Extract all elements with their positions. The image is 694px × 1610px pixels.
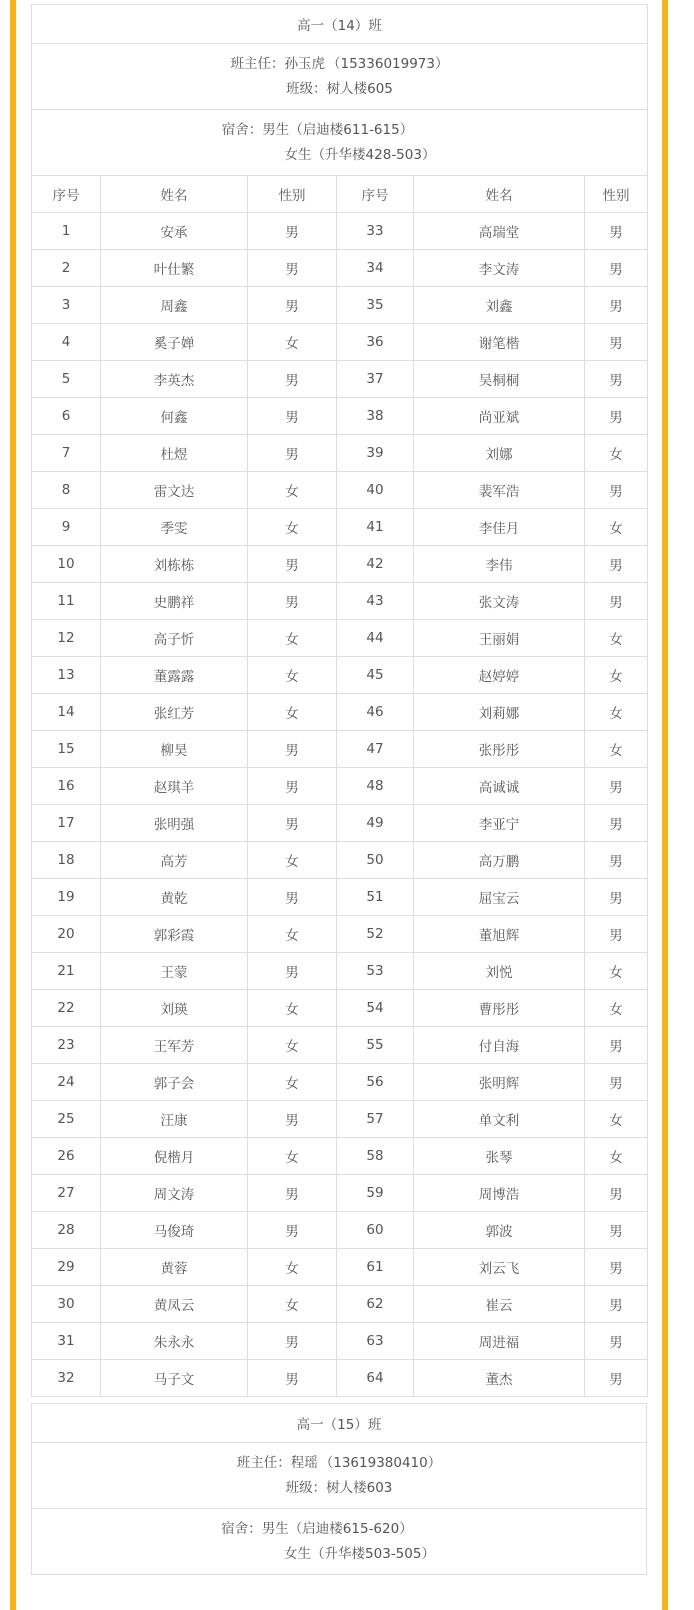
student-gender: 女: [585, 1101, 648, 1138]
table-row: [32, 805, 648, 842]
student-name: 安承: [101, 213, 248, 250]
student-number: 31: [32, 1323, 101, 1360]
student-number: 39: [337, 435, 414, 472]
teacher-label: 班主任：: [230, 56, 285, 72]
student-number: 33: [337, 213, 414, 250]
right-accent-bar: [662, 0, 668, 1610]
student-number: 10: [32, 546, 101, 583]
student-number: 52: [337, 916, 414, 953]
student-number: 13: [32, 657, 101, 694]
student-gender: 男: [585, 805, 648, 842]
student-number: 42: [337, 546, 414, 583]
table-row: [32, 472, 648, 509]
student-number: 22: [32, 990, 101, 1027]
student-name: 高万鹏: [414, 842, 585, 879]
student-number: 55: [337, 1027, 414, 1064]
student-number: 38: [337, 398, 414, 435]
student-name: 张红芳: [101, 694, 248, 731]
teacher-label: 班主任：: [236, 1455, 291, 1471]
student-name: 汪康: [101, 1101, 248, 1138]
student-name: 周文涛: [101, 1175, 248, 1212]
student-gender: 男: [585, 916, 648, 953]
student-gender: 男: [248, 435, 337, 472]
student-gender: 男: [248, 398, 337, 435]
table-row: [32, 990, 648, 1027]
student-name: 李亚宁: [414, 805, 585, 842]
student-name: 李文涛: [414, 250, 585, 287]
student-name: 王丽娟: [414, 620, 585, 657]
student-number: 62: [337, 1286, 414, 1323]
student-name: 吴桐桐: [414, 361, 585, 398]
student-number: 17: [32, 805, 101, 842]
student-gender: 女: [248, 472, 337, 509]
student-gender: 男: [248, 546, 337, 583]
table-row: [32, 916, 648, 953]
student-name: 李伟: [414, 546, 585, 583]
teacher-phone: （15336019973）: [327, 56, 449, 72]
student-number: 2: [32, 250, 101, 287]
student-gender: 女: [248, 990, 337, 1027]
student-name: 屈宝云: [414, 879, 585, 916]
student-gender: 男: [585, 1360, 648, 1397]
table-row: [32, 694, 648, 731]
dorm-info-cell: [32, 110, 648, 176]
student-gender: 男: [585, 879, 648, 916]
table-row: [32, 213, 648, 250]
student-gender: 男: [585, 583, 648, 620]
table-row: [32, 546, 648, 583]
student-name: 崔云: [414, 1286, 585, 1323]
student-number: 9: [32, 509, 101, 546]
table-row: [32, 287, 648, 324]
student-gender: 男: [248, 1101, 337, 1138]
student-number: 56: [337, 1064, 414, 1101]
student-gender: 男: [585, 1212, 648, 1249]
student-name: 刘悦: [414, 953, 585, 990]
student-name: 叶仕繁: [101, 250, 248, 287]
student-gender: 男: [585, 1286, 648, 1323]
student-name: 马子文: [101, 1360, 248, 1397]
student-number: 40: [337, 472, 414, 509]
student-gender: 女: [585, 657, 648, 694]
student-name: 郭波: [414, 1212, 585, 1249]
student-number: 15: [32, 731, 101, 768]
student-gender: 男: [585, 1027, 648, 1064]
student-name: 刘娜: [414, 435, 585, 472]
teacher-line: [32, 1451, 646, 1476]
student-name: 付自海: [414, 1027, 585, 1064]
student-gender: 男: [585, 472, 648, 509]
table-row: [32, 768, 648, 805]
student-number: 1: [32, 213, 101, 250]
student-name: 史鹏祥: [101, 583, 248, 620]
table-row: [32, 657, 648, 694]
student-gender: 女: [585, 990, 648, 1027]
table-row: [32, 435, 648, 472]
student-number: 63: [337, 1323, 414, 1360]
student-number: 5: [32, 361, 101, 398]
table-row: [32, 1175, 648, 1212]
student-number: 37: [337, 361, 414, 398]
table-row: [32, 509, 648, 546]
student-gender: 女: [585, 1138, 648, 1175]
student-gender: 男: [585, 768, 648, 805]
dorm-male-line: 宿舍：男生（启迪楼611-615）: [221, 122, 414, 138]
student-number: 53: [337, 953, 414, 990]
teacher-name: 孙玉虎: [284, 56, 325, 72]
student-name: 张明辉: [414, 1064, 585, 1101]
student-gender: 男: [248, 805, 337, 842]
student-number: 26: [32, 1138, 101, 1175]
student-name: 李英杰: [101, 361, 248, 398]
header-cell: 姓名: [101, 176, 248, 213]
student-gender: 女: [248, 1286, 337, 1323]
teacher-phone: （13619380410）: [319, 1455, 442, 1471]
table-row: [32, 1360, 648, 1397]
student-name: 王蒙: [101, 953, 248, 990]
dorm-female-line: 女生（升华楼503-505）: [284, 1546, 435, 1562]
student-name: 王军芳: [101, 1027, 248, 1064]
student-name: 张文涛: [414, 583, 585, 620]
student-gender: 男: [248, 879, 337, 916]
student-number: 47: [337, 731, 414, 768]
student-gender: 男: [585, 1249, 648, 1286]
student-name: 董旭辉: [414, 916, 585, 953]
student-number: 30: [32, 1286, 101, 1323]
student-gender: 男: [248, 1212, 337, 1249]
table-row: [32, 1064, 648, 1101]
student-name: 刘莉娜: [414, 694, 585, 731]
student-name: 高芳: [101, 842, 248, 879]
student-number: 54: [337, 990, 414, 1027]
classroom-line: 班级：树人楼603: [285, 1480, 393, 1496]
student-number: 57: [337, 1101, 414, 1138]
header-cell: 性别: [585, 176, 648, 213]
student-name: 单文利: [414, 1101, 585, 1138]
student-gender: 女: [248, 1064, 337, 1101]
student-number: 14: [32, 694, 101, 731]
student-gender: 男: [585, 398, 648, 435]
student-gender: 男: [585, 1064, 648, 1101]
student-gender: 男: [585, 287, 648, 324]
table-row: [32, 250, 648, 287]
student-gender: 男: [585, 361, 648, 398]
table-row: [32, 1138, 648, 1175]
student-number: 7: [32, 435, 101, 472]
student-gender: 女: [248, 324, 337, 361]
student-name: 裴军浩: [414, 472, 585, 509]
student-gender: 女: [585, 731, 648, 768]
student-gender: 女: [585, 953, 648, 990]
student-gender: 男: [248, 768, 337, 805]
table-row: [32, 1323, 648, 1360]
student-number: 64: [337, 1360, 414, 1397]
student-gender: 男: [585, 842, 648, 879]
student-gender: 男: [585, 324, 648, 361]
student-gender: 女: [248, 1027, 337, 1064]
student-number: 50: [337, 842, 414, 879]
student-name: 雷文达: [101, 472, 248, 509]
student-number: 28: [32, 1212, 101, 1249]
student-gender: 男: [248, 953, 337, 990]
student-name: 何鑫: [101, 398, 248, 435]
student-name: 刘瑛: [101, 990, 248, 1027]
student-gender: 男: [248, 250, 337, 287]
student-gender: 女: [248, 694, 337, 731]
student-name: 黄乾: [101, 879, 248, 916]
student-name: 黄蓉: [101, 1249, 248, 1286]
table-row: [32, 842, 648, 879]
student-name: 周进福: [414, 1323, 585, 1360]
class-title: 高一（15）班: [32, 1404, 647, 1443]
student-number: 12: [32, 620, 101, 657]
header-cell: 序号: [337, 176, 414, 213]
student-number: 61: [337, 1249, 414, 1286]
student-name: 倪楷月: [101, 1138, 248, 1175]
student-number: 21: [32, 953, 101, 990]
student-name: 赵琪羊: [101, 768, 248, 805]
table-row: [32, 731, 648, 768]
student-gender: 女: [248, 509, 337, 546]
student-number: 44: [337, 620, 414, 657]
student-gender: 男: [248, 731, 337, 768]
student-gender: 男: [585, 250, 648, 287]
student-name: 尚亚斌: [414, 398, 585, 435]
teacher-info-cell: [32, 44, 648, 110]
student-number: 19: [32, 879, 101, 916]
student-name: 柳昊: [101, 731, 248, 768]
student-gender: 女: [585, 435, 648, 472]
student-number: 11: [32, 583, 101, 620]
student-name: 张明强: [101, 805, 248, 842]
student-gender: 男: [585, 1175, 648, 1212]
student-name: 高子忻: [101, 620, 248, 657]
student-name: 周博浩: [414, 1175, 585, 1212]
student-number: 49: [337, 805, 414, 842]
student-name: 郭彩霞: [101, 916, 248, 953]
table-row: [32, 879, 648, 916]
student-name: 董杰: [414, 1360, 585, 1397]
student-number: 60: [337, 1212, 414, 1249]
student-name: 张彤彤: [414, 731, 585, 768]
student-gender: 男: [248, 1175, 337, 1212]
student-name: 刘栋栋: [101, 546, 248, 583]
student-name: 周鑫: [101, 287, 248, 324]
student-name: 奚子婵: [101, 324, 248, 361]
student-name: 朱永永: [101, 1323, 248, 1360]
student-number: 24: [32, 1064, 101, 1101]
student-number: 16: [32, 768, 101, 805]
header-cell: 序号: [32, 176, 101, 213]
student-gender: 男: [248, 583, 337, 620]
classroom-line: 班级：树人楼605: [286, 81, 393, 97]
student-number: 27: [32, 1175, 101, 1212]
student-name: 赵婷婷: [414, 657, 585, 694]
table-row: [32, 953, 648, 990]
student-name: 杜煜: [101, 435, 248, 472]
student-gender: 女: [248, 657, 337, 694]
class-title: 高一（14）班: [32, 5, 648, 44]
student-number: 46: [337, 694, 414, 731]
teacher-line: [32, 52, 647, 77]
student-name: 高瑞堂: [414, 213, 585, 250]
table-row: [32, 1101, 648, 1138]
student-gender: 女: [248, 1138, 337, 1175]
dorm-male-line: 宿舍：男生（启迪楼615-620）: [221, 1521, 413, 1537]
student-number: 34: [337, 250, 414, 287]
table-row: [32, 1027, 648, 1064]
teacher-info-cell: [32, 1443, 647, 1509]
student-gender: 女: [585, 509, 648, 546]
student-gender: 女: [585, 620, 648, 657]
student-gender: 女: [248, 842, 337, 879]
student-name: 曹彤彤: [414, 990, 585, 1027]
dorm-info-cell: [32, 1509, 647, 1575]
student-number: 58: [337, 1138, 414, 1175]
student-number: 23: [32, 1027, 101, 1064]
table-row: [32, 620, 648, 657]
table-row: [32, 1286, 648, 1323]
class-15-section: [31, 1403, 647, 1575]
student-gender: 女: [248, 620, 337, 657]
student-name: 谢笔楷: [414, 324, 585, 361]
student-gender: 男: [248, 361, 337, 398]
student-name: 李佳月: [414, 509, 585, 546]
student-number: 36: [337, 324, 414, 361]
student-number: 4: [32, 324, 101, 361]
table-row: [32, 1212, 648, 1249]
student-number: 48: [337, 768, 414, 805]
student-name: 董露露: [101, 657, 248, 694]
student-number: 6: [32, 398, 101, 435]
class-14-table: [31, 4, 648, 1397]
student-name: 黄凤云: [101, 1286, 248, 1323]
student-number: 8: [32, 472, 101, 509]
student-number: 18: [32, 842, 101, 879]
left-accent-bar: [10, 0, 16, 1610]
student-number: 20: [32, 916, 101, 953]
class-14-section: [31, 4, 647, 1397]
student-number: 3: [32, 287, 101, 324]
student-gender: 男: [585, 546, 648, 583]
student-number: 25: [32, 1101, 101, 1138]
student-number: 59: [337, 1175, 414, 1212]
student-number: 35: [337, 287, 414, 324]
student-gender: 男: [585, 213, 648, 250]
table-row: [32, 361, 648, 398]
student-name: 郭子会: [101, 1064, 248, 1101]
student-number: 43: [337, 583, 414, 620]
class-15-table: [31, 1403, 647, 1575]
dorm-female-line: 女生（升华楼428-503）: [284, 147, 436, 163]
student-name: 张琴: [414, 1138, 585, 1175]
teacher-name: 程瑶: [290, 1455, 318, 1471]
student-gender: 女: [248, 916, 337, 953]
student-name: 刘鑫: [414, 287, 585, 324]
student-number: 32: [32, 1360, 101, 1397]
header-cell: 性别: [248, 176, 337, 213]
student-gender: 女: [248, 1249, 337, 1286]
student-rows: [32, 213, 648, 1397]
student-gender: 男: [248, 1323, 337, 1360]
table-row: [32, 1249, 648, 1286]
student-gender: 男: [248, 213, 337, 250]
student-gender: 女: [585, 694, 648, 731]
student-number: 29: [32, 1249, 101, 1286]
table-header-row: [32, 176, 648, 213]
table-row: [32, 324, 648, 361]
header-cell: 姓名: [414, 176, 585, 213]
student-gender: 男: [248, 287, 337, 324]
student-number: 51: [337, 879, 414, 916]
table-row: [32, 398, 648, 435]
student-name: 刘云飞: [414, 1249, 585, 1286]
student-gender: 男: [248, 1360, 337, 1397]
student-name: 高诚诚: [414, 768, 585, 805]
student-name: 季雯: [101, 509, 248, 546]
student-number: 45: [337, 657, 414, 694]
table-row: [32, 583, 648, 620]
student-number: 41: [337, 509, 414, 546]
student-name: 马俊琦: [101, 1212, 248, 1249]
student-gender: 男: [585, 1323, 648, 1360]
